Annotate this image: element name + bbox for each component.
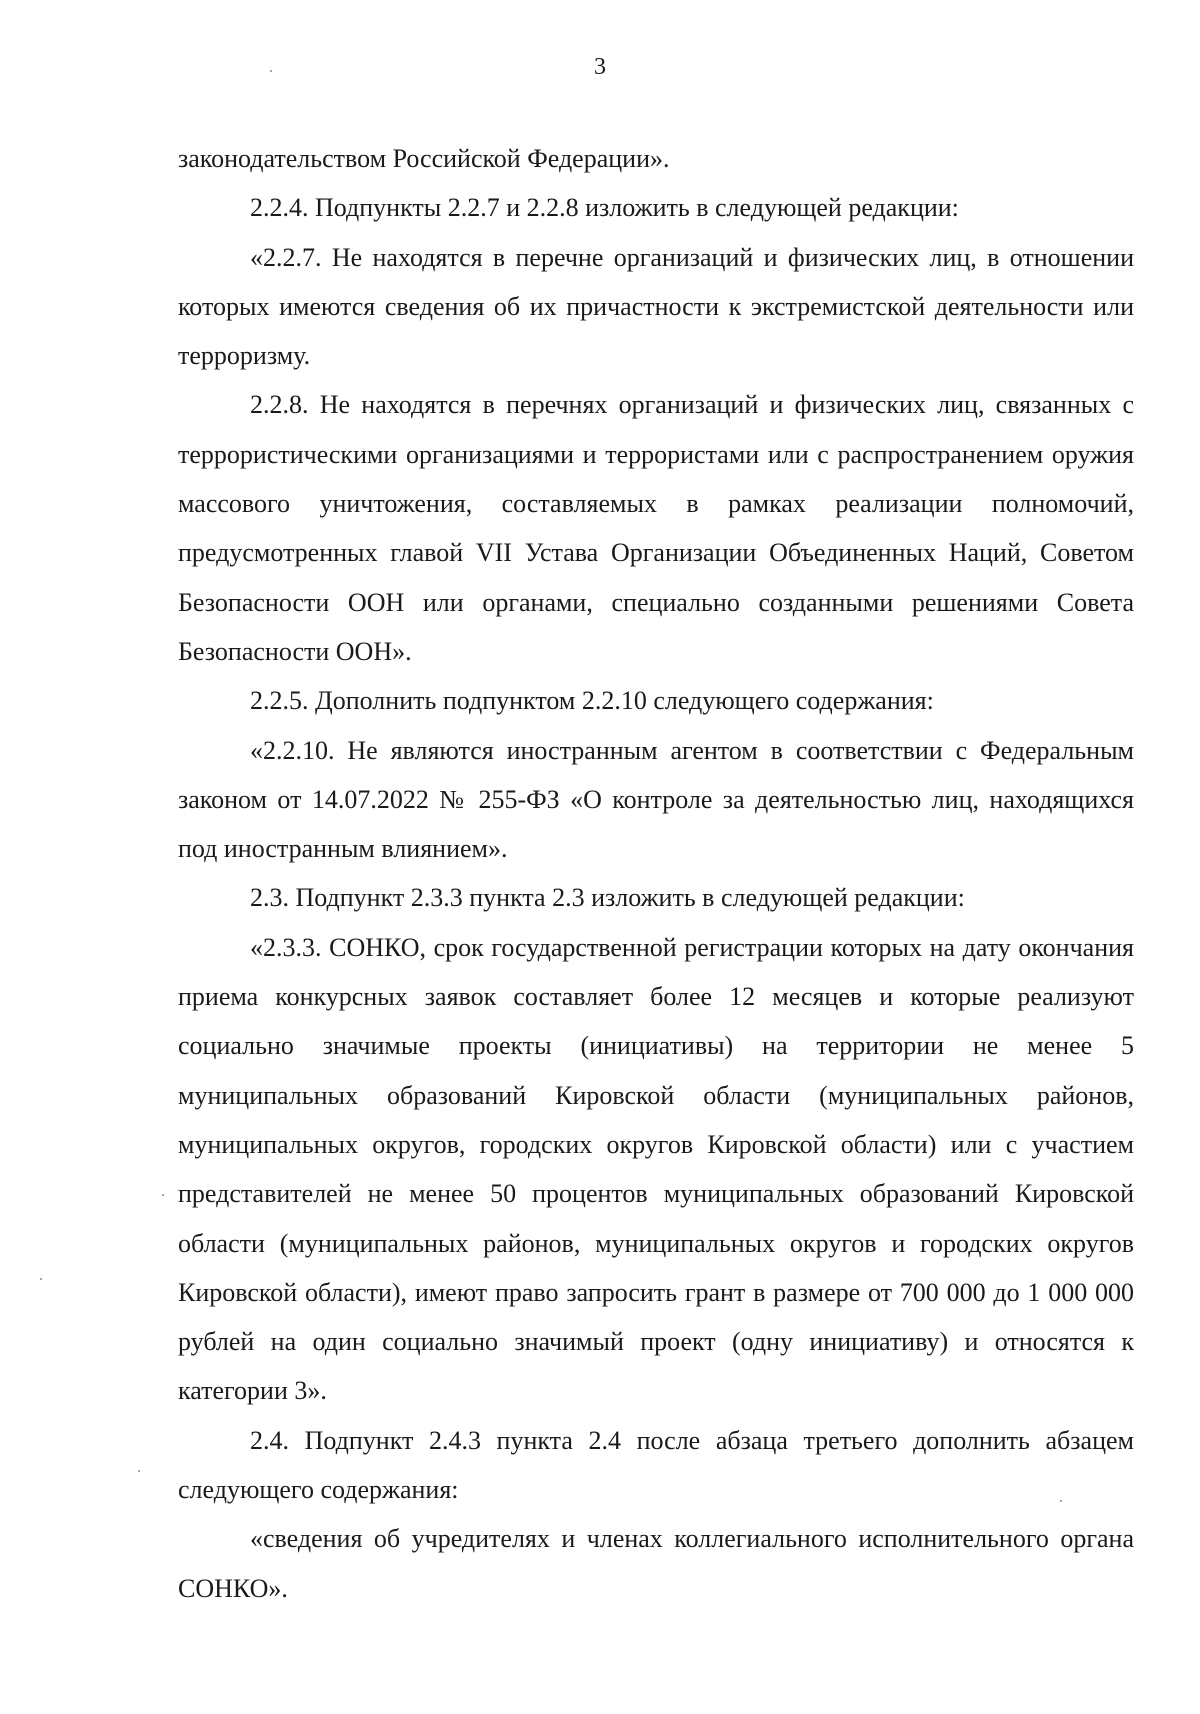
paragraph-2-2-5: 2.2.5. Дополнить подпунктом 2.2.10 следующего содержания: bbox=[250, 686, 934, 716]
document-body bbox=[178, 134, 1134, 1613]
scan-speck bbox=[138, 1470, 140, 1472]
paragraph-2-3: 2.3. Подпункт 2.3.3 пункта 2.3 изложить в следующей редакции: bbox=[250, 883, 965, 913]
scan-speck bbox=[270, 70, 272, 72]
scan-speck bbox=[40, 1278, 42, 1280]
paragraph-2-4: 2.4. Подпункт 2.4.3 пункта 2.4 после абзаца третьего дополнить абзацем следующего содержания: bbox=[178, 1425, 1134, 1505]
paragraph-2-2-8: 2.2.8. Не находятся в перечнях организаций и физических лиц, связанных с террористическими организациями и террористами или с распространением оружия массового уничтожения, составляемых в рамках реализации полномочий, предусмотренных главой VII Устава Организации Объединенных Наций, Советом Безопасности ООН или органами, специально созданными решениями Совета Безопасности ООН». bbox=[178, 390, 1134, 666]
paragraph-2-3-3: «2.3.3. СОНКО, срок государственной регистрации которых на дату окончания приема конкурсных заявок составляет более 12 месяцев и которые реализуют социально значимые проекты (инициативы) на территории не менее 5 муниципальных образований Кировской области (муниципальных районов, муниципальных округов, городских округов Кировской области) или с участием представителей не менее 50 процентов муниципальных образований Кировской области (муниципальных районов, муниципальных округов и городских округов Кировской области), имеют право запросить грант в размере от 700 000 до 1 000 000 рублей на один социально значимый проект (одну инициативу) и относятся к категории 3». bbox=[178, 932, 1134, 1406]
paragraph-sonko-founders: «сведения об учредителях и членах коллегиального исполнительного органа СОНКО». bbox=[178, 1524, 1134, 1603]
scan-speck bbox=[162, 1194, 164, 1196]
paragraph-2-2-7: «2.2.7. Не находятся в перечне организаций и физических лиц, в отношении которых имеются сведения об их причастности к экстремистской деятельности или терроризму. bbox=[178, 242, 1134, 371]
page-number: 3 bbox=[594, 54, 606, 80]
scan-speck bbox=[1060, 1500, 1062, 1502]
paragraph-continuation: законодательством Российской Федерации». bbox=[178, 144, 670, 173]
paragraph-2-2-4: 2.2.4. Подпункты 2.2.7 и 2.2.8 изложить в следующей редакции: bbox=[250, 193, 959, 223]
paragraph-2-2-10: «2.2.10. Не являются иностранным агентом в соответствии с Федеральным законом от 14.07.2022 № 255-ФЗ «О контроле за деятельностью лиц, находящихся под иностранным влиянием». bbox=[178, 735, 1134, 864]
